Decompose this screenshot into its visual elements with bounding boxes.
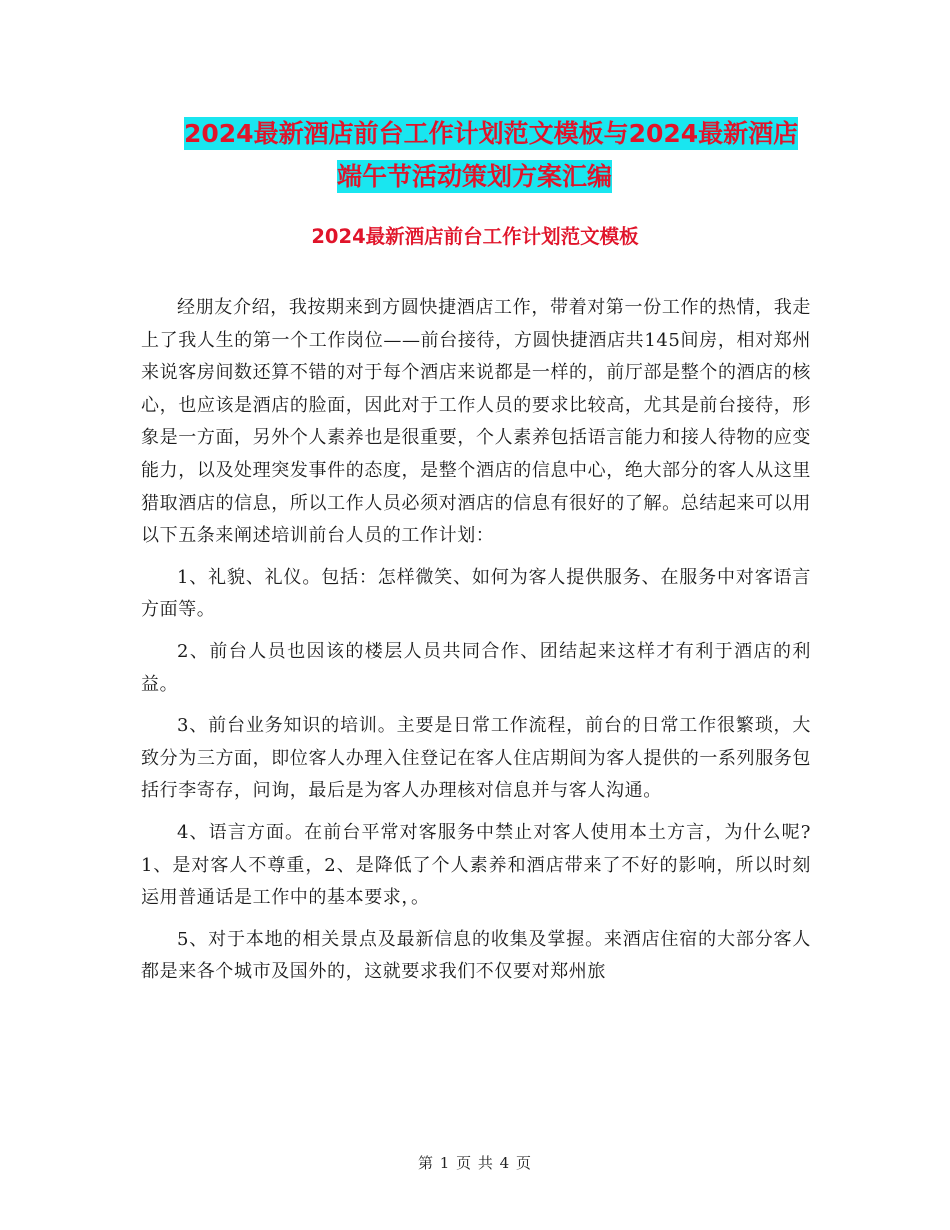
title-highlight: 2024最新酒店前台工作计划范文模板与2024最新酒店 [184,119,799,148]
paragraph-item-2: 2、前台人员也因该的楼层人员共同合作、团结起来这样才有利于酒店的利益。 [141,640,811,695]
paragraph-item-4: 4、语言方面。在前台平常对客服务中禁止对客人使用本土方言，为什么呢?1、是对客人不尊重，2、是降低了个人素养和酒店带来了不好的影响，所以时刻运用普通话是工作中的基本要求，。 [141,821,811,909]
document-title [140,112,820,198]
section-title: 2024最新酒店前台工作计划范文模板 [311,225,639,248]
document-title-line-1 [140,112,820,155]
paragraph-item-5: 5、对于本地的相关景点及最新信息的收集及掌握。来酒店住宿的大部分客人都是来各个城市及国外的，这就要求我们不仅要对郑州旅 [141,928,811,983]
paragraph-item-1: 1、礼貌、礼仪。包括：怎样微笑、如何为客人提供服务、在服务中对客语言方面等。 [141,566,811,621]
paragraph-intro: 经朋友介绍，我按期来到方圆快捷酒店工作，带着对第一份工作的热情，我走上了我人生的第一个工作岗位——前台接待，方圆快捷酒店共145间房，相对郑州来说客房间数还算不错的对于每个酒店来说都是一样的，前厅部是整个的酒店的核心，也应该是酒店的脸面，因此对于工作人员的要求比较高，尤其是前台接待，形象是一方面，另外个人素养也是很重要，个人素养包括语言能力和接人待物的应变能力，以及处理突发事件的态度，是整个酒店的信息中心，绝大部分的客人从这里猎取酒店的信息，所以工作人员必须对酒店的信息有很好的了解。总结起来可以用以下五条来阐述培训前台人员的工作计划： [141,297,811,547]
document-body [141,292,811,998]
title-highlight: 端午节活动策划方案汇编 [337,162,613,191]
page-number-footer: 第 1 页 共 4 页 [418,1154,532,1172]
paragraph-item-3: 3、前台业务知识的培训。主要是日常工作流程，前台的日常工作很繁琐，大致分为三方面，即位客人办理入住登记在客人住店期间为客人提供的一系列服务包括行李寄存，问询，最后是为客人办理核对信息并与客人沟通。 [141,715,811,802]
document-title-line-2 [140,155,820,198]
